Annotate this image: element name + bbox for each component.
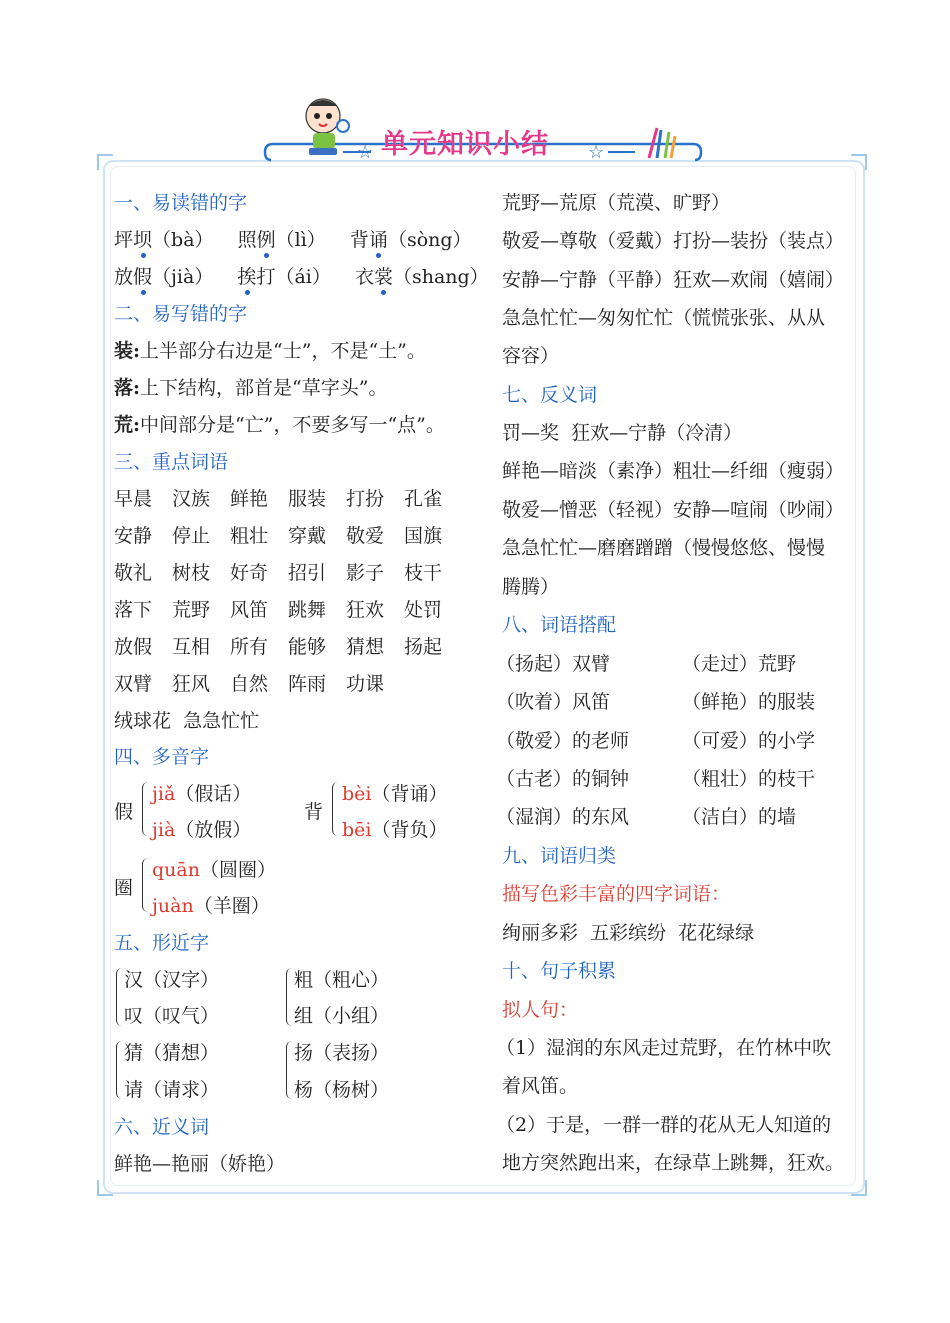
vocab-row-4: 落下 荒野 风笛 跳舞 狂欢 处罚 <box>114 599 443 621</box>
synonym-line: 鲜艳—艳丽（娇艳） <box>114 1153 286 1175</box>
collocation-item: （吹着）风笛 <box>496 691 611 713</box>
section-heading-8: 八、词语搭配 <box>502 614 617 636</box>
antonym-line: 腾腾） <box>502 576 560 598</box>
similar-char: 猜（猜想） <box>124 1042 220 1064</box>
similar-char: 请（请求） <box>124 1079 220 1101</box>
polyphone-char: 假 <box>114 801 134 823</box>
section-heading-2: 二、易写错的字 <box>114 303 248 325</box>
polyphone-reading: jiǎ（假话） <box>152 783 252 805</box>
brace <box>142 782 151 836</box>
antonym-line: 急急忙忙—磨磨蹭蹭（慢慢悠悠、慢慢 <box>502 537 826 559</box>
similar-char: 汉（汉字） <box>124 969 220 991</box>
collocation-item: （洁白）的墙 <box>682 806 797 828</box>
section-heading-4: 四、多音字 <box>114 746 210 768</box>
miswrite-line-3: 荒:中间部分是“亡”，不要多写一“点”。 <box>114 414 445 436</box>
polyphone-reading: quān（圆圈） <box>152 859 276 881</box>
synonym-line: 荒野—荒原（荒漠、旷野） <box>502 192 731 214</box>
polyphone-char: 圈 <box>114 877 134 899</box>
collocation-item: （可爱）的小学 <box>682 730 816 752</box>
similar-char: 组（小组） <box>294 1005 390 1027</box>
collocation-item: （敬爱）的老师 <box>496 730 630 752</box>
similar-char: 扬（表扬） <box>294 1042 390 1064</box>
section-heading-6: 六、近义词 <box>114 1116 210 1138</box>
similar-char: 叹（叹气） <box>124 1005 220 1027</box>
miswrite-line-1: 装:上半部分右边是“士”，不是“土”。 <box>114 340 426 362</box>
antonym-line: 罚—奖 狂欢—宁静（冷清） <box>502 422 743 444</box>
corner-decoration <box>851 154 867 170</box>
corner-decoration <box>851 1180 867 1196</box>
category-subheading: 描写色彩丰富的四字词语： <box>502 883 731 905</box>
collocation-item: （鲜艳）的服装 <box>682 691 816 713</box>
pencils-icon <box>643 126 677 160</box>
similar-char: 粗（粗心） <box>294 969 390 991</box>
polyphone-reading: bèi（背诵） <box>342 783 448 805</box>
sentence-line: （2）于是，一群一群的花从无人知道的 <box>496 1114 832 1136</box>
sentence-subheading: 拟人句： <box>502 999 579 1021</box>
section-heading-5: 五、形近字 <box>114 932 210 954</box>
collocation-item: （走过）荒野 <box>682 653 797 675</box>
vocab-row-2: 安静 停止 粗壮 穿戴 敬爱 国旗 <box>114 525 443 547</box>
page-title: 单元知识小结 <box>381 129 549 160</box>
synonym-line: 敬爱—尊敬（爱戴）打扮—装扮（装点） <box>502 230 845 252</box>
antonym-line: 敬爱—憎恶（轻视）安静—喧闹（吵闹） <box>502 499 845 521</box>
synonym-line: 安静—宁静（平静）狂欢—欢闹（嬉闹） <box>502 269 845 291</box>
sentence-line: 地方突然跑出来，在绿草上跳舞，狂欢。 <box>502 1152 845 1174</box>
collocation-item: （粗壮）的枝干 <box>682 768 816 790</box>
brace <box>142 858 151 912</box>
synonym-line: 容容） <box>502 345 560 367</box>
brace <box>332 782 341 836</box>
synonym-line: 急急忙忙—匆匆忙忙（慌慌张张、从从 <box>502 307 826 329</box>
section-heading-3: 三、重点词语 <box>114 451 229 473</box>
category-words: 绚丽多彩 五彩缤纷 花花绿绿 <box>502 922 755 944</box>
polyphone-reading: jià（放假） <box>152 819 252 841</box>
sentence-line: 着风笛。 <box>502 1075 579 1097</box>
polyphone-reading: bēi（背负） <box>342 819 448 841</box>
vocab-row-7: 绒球花 急急忙忙 <box>114 710 260 732</box>
section-heading-7: 七、反义词 <box>502 384 598 406</box>
svg-text:☆: ☆ <box>588 142 605 163</box>
section-heading-1: 一、易读错的字 <box>114 192 248 214</box>
collocation-item: （湿润）的东风 <box>496 806 630 828</box>
corner-decoration <box>97 1180 113 1196</box>
cartoon-boy-icon <box>295 96 355 158</box>
antonym-line: 鲜艳—暗淡（素净）粗壮—纤细（瘦弱） <box>502 460 845 482</box>
collocation-item: （古老）的铜钟 <box>496 768 630 790</box>
misread-row-2: 放假（jià） 挨打（ái） 衣裳（shang） <box>114 266 489 288</box>
corner-decoration <box>97 154 113 170</box>
polyphone-reading: juàn（羊圈） <box>152 895 270 917</box>
title-banner <box>263 108 703 166</box>
section-heading-10: 十、句子积累 <box>502 960 617 982</box>
vocab-row-1: 早晨 汉族 鲜艳 服装 打扮 孔雀 <box>114 488 443 510</box>
collocation-item: （扬起）双臂 <box>496 653 611 675</box>
section-heading-9: 九、词语归类 <box>502 845 617 867</box>
sentence-line: （1）湿润的东风走过荒野，在竹林中吹 <box>496 1037 832 1059</box>
vocab-row-6: 双臂 狂风 自然 阵雨 功课 <box>114 673 385 695</box>
miswrite-line-2: 落:上下结构，部首是“草字头”。 <box>114 377 388 399</box>
misread-row-1: 坪坝（bà） 照例（lì） 背诵（sòng） <box>114 229 472 251</box>
polyphone-char: 背 <box>304 801 324 823</box>
vocab-row-3: 敬礼 树枝 好奇 招引 影子 枝干 <box>114 562 443 584</box>
svg-text:☆: ☆ <box>357 142 374 163</box>
vocab-row-5: 放假 互相 所有 能够 猜想 扬起 <box>114 636 443 658</box>
similar-char: 杨（杨树） <box>294 1079 390 1101</box>
